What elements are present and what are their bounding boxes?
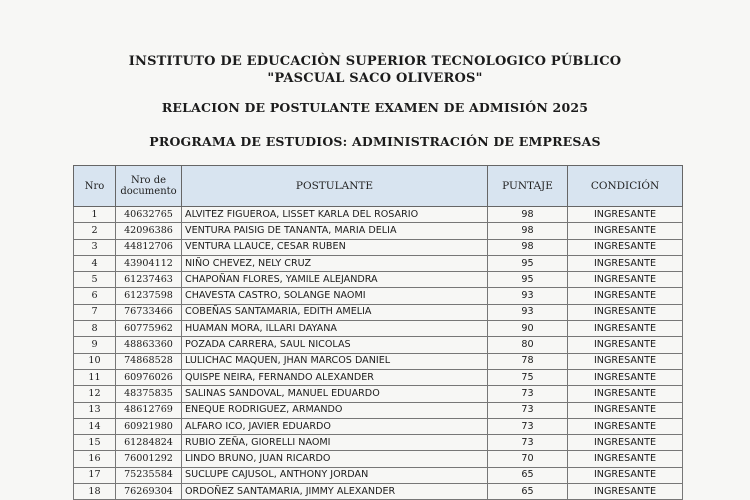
row-nro: 15	[74, 435, 116, 451]
table-row	[74, 386, 683, 402]
row-puntaje: 98	[488, 223, 568, 239]
row-nro: 5	[74, 272, 116, 288]
row-puntaje: 73	[488, 386, 568, 402]
row-condicion: INGRESANTE	[568, 239, 683, 255]
row-condicion: INGRESANTE	[568, 255, 683, 271]
table-row	[74, 451, 683, 467]
row-puntaje: 75	[488, 369, 568, 385]
row-nro: 1	[74, 207, 116, 223]
row-postulante: COBEÑAS SANTAMARIA, EDITH AMELIA	[182, 304, 488, 320]
row-condicion: INGRESANTE	[568, 272, 683, 288]
row-nro: 16	[74, 451, 116, 467]
row-puntaje: 70	[488, 451, 568, 467]
row-postulante: CHAPOÑAN FLORES, YAMILE ALEJANDRA	[182, 272, 488, 288]
table-row	[74, 223, 683, 239]
table-row	[74, 484, 683, 500]
row-condicion: INGRESANTE	[568, 402, 683, 418]
row-nro: 12	[74, 386, 116, 402]
row-documento: 76269304	[116, 484, 182, 500]
row-postulante: POZADA CARRERA, SAUL NICOLAS	[182, 337, 488, 353]
table-row	[74, 418, 683, 434]
table-row	[74, 255, 683, 271]
row-postulante: CHAVESTA CASTRO, SOLANGE NAOMI	[182, 288, 488, 304]
row-puntaje: 65	[488, 484, 568, 500]
row-nro: 7	[74, 304, 116, 320]
row-nro: 10	[74, 353, 116, 369]
row-puntaje: 80	[488, 337, 568, 353]
table-row	[74, 321, 683, 337]
document-title: RELACION DE POSTULANTE EXAMEN DE ADMISIÓN 2025	[161, 100, 589, 115]
row-condicion: INGRESANTE	[568, 418, 683, 434]
row-condicion: INGRESANTE	[568, 467, 683, 483]
table-row	[74, 288, 683, 304]
row-nro: 18	[74, 484, 116, 500]
row-postulante: RUBIO ZEÑA, GIORELLI NAOMI	[182, 435, 488, 451]
row-postulante: NIÑO CHEVEZ, NELY CRUZ	[182, 255, 488, 271]
row-documento: 42096386	[116, 223, 182, 239]
row-postulante: SUCLUPE CAJUSOL, ANTHONY JORDAN	[182, 467, 488, 483]
table-row	[74, 207, 683, 223]
table-row	[74, 402, 683, 418]
row-postulante: LINDO BRUNO, JUAN RICARDO	[182, 451, 488, 467]
row-documento: 43904112	[116, 255, 182, 271]
row-postulante: SALINAS SANDOVAL, MANUEL EDUARDO	[182, 386, 488, 402]
row-puntaje: 93	[488, 288, 568, 304]
table-row	[74, 369, 683, 385]
row-condicion: INGRESANTE	[568, 369, 683, 385]
table-row	[74, 435, 683, 451]
row-nro: 11	[74, 369, 116, 385]
row-nro: 8	[74, 321, 116, 337]
row-puntaje: 98	[488, 239, 568, 255]
table-row	[74, 272, 683, 288]
table-row	[74, 337, 683, 353]
row-documento: 75235584	[116, 467, 182, 483]
row-nro: 17	[74, 467, 116, 483]
row-puntaje: 95	[488, 255, 568, 271]
row-documento: 76001292	[116, 451, 182, 467]
row-condicion: INGRESANTE	[568, 484, 683, 500]
row-documento: 48612769	[116, 402, 182, 418]
header-doc-line1: Nro de	[130, 175, 167, 186]
row-postulante: QUISPE NEIRA, FERNANDO ALEXANDER	[182, 369, 488, 385]
row-puntaje: 90	[488, 321, 568, 337]
row-puntaje: 78	[488, 353, 568, 369]
row-puntaje: 98	[488, 207, 568, 223]
table-row	[74, 467, 683, 483]
header-nro: Nro	[74, 166, 116, 207]
row-documento: 60775962	[116, 321, 182, 337]
row-condicion: INGRESANTE	[568, 386, 683, 402]
row-condicion: INGRESANTE	[568, 321, 683, 337]
row-postulante: ALVITEZ FIGUEROA, LISSET KARLA DEL ROSARIO	[182, 207, 488, 223]
row-condicion: INGRESANTE	[568, 435, 683, 451]
row-nro: 3	[74, 239, 116, 255]
table-row	[74, 304, 683, 320]
row-puntaje: 73	[488, 402, 568, 418]
table-row	[74, 353, 683, 369]
header-documento	[116, 166, 182, 207]
table-row	[74, 239, 683, 255]
row-puntaje: 65	[488, 467, 568, 483]
row-nro: 4	[74, 255, 116, 271]
row-documento: 60921980	[116, 418, 182, 434]
row-nro: 13	[74, 402, 116, 418]
row-documento: 60976026	[116, 369, 182, 385]
row-condicion: INGRESANTE	[568, 337, 683, 353]
row-documento: 61237598	[116, 288, 182, 304]
row-nro: 9	[74, 337, 116, 353]
row-documento: 44812706	[116, 239, 182, 255]
row-condicion: INGRESANTE	[568, 207, 683, 223]
row-condicion: INGRESANTE	[568, 288, 683, 304]
row-puntaje: 73	[488, 418, 568, 434]
row-nro: 2	[74, 223, 116, 239]
row-documento: 61284824	[116, 435, 182, 451]
applicants-table	[73, 165, 683, 500]
row-documento: 76733466	[116, 304, 182, 320]
row-condicion: INGRESANTE	[568, 223, 683, 239]
row-condicion: INGRESANTE	[568, 451, 683, 467]
institute-subtitle: "PASCUAL SACO OLIVEROS"	[267, 71, 483, 86]
institute-name: INSTITUTO DE EDUCACIÒN SUPERIOR TECNOLOGICO PÚBLICO	[128, 54, 622, 69]
row-nro: 6	[74, 288, 116, 304]
row-postulante: VENTURA LLAUCE, CESAR RUBEN	[182, 239, 488, 255]
row-puntaje: 73	[488, 435, 568, 451]
row-condicion: INGRESANTE	[568, 304, 683, 320]
row-postulante: ENEQUE RODRIGUEZ, ARMANDO	[182, 402, 488, 418]
row-nro: 14	[74, 418, 116, 434]
header-doc-line2: documento	[120, 186, 177, 197]
row-documento: 74868528	[116, 353, 182, 369]
row-documento: 48375835	[116, 386, 182, 402]
row-condicion: INGRESANTE	[568, 353, 683, 369]
row-documento: 48863360	[116, 337, 182, 353]
row-postulante: HUAMAN MORA, ILLARI DAYANA	[182, 321, 488, 337]
row-documento: 61237463	[116, 272, 182, 288]
row-puntaje: 93	[488, 304, 568, 320]
program-title: PROGRAMA DE ESTUDIOS: ADMINISTRACIÓN DE EMPRESAS	[149, 134, 601, 149]
row-postulante: LULICHAC MAQUEN, JHAN MARCOS DANIEL	[182, 353, 488, 369]
table-header-row	[74, 166, 683, 207]
row-postulante: VENTURA PAISIG DE TANANTA, MARIA DELIA	[182, 223, 488, 239]
row-documento: 40632765	[116, 207, 182, 223]
row-postulante: ORDOÑEZ SANTAMARIA, JIMMY ALEXANDER	[182, 484, 488, 500]
header-condicion: CONDICIÓN	[568, 166, 683, 207]
header-postulante: POSTULANTE	[182, 166, 488, 207]
row-postulante: ALFARO ICO, JAVIER EDUARDO	[182, 418, 488, 434]
row-puntaje: 95	[488, 272, 568, 288]
header-puntaje: PUNTAJE	[488, 166, 568, 207]
